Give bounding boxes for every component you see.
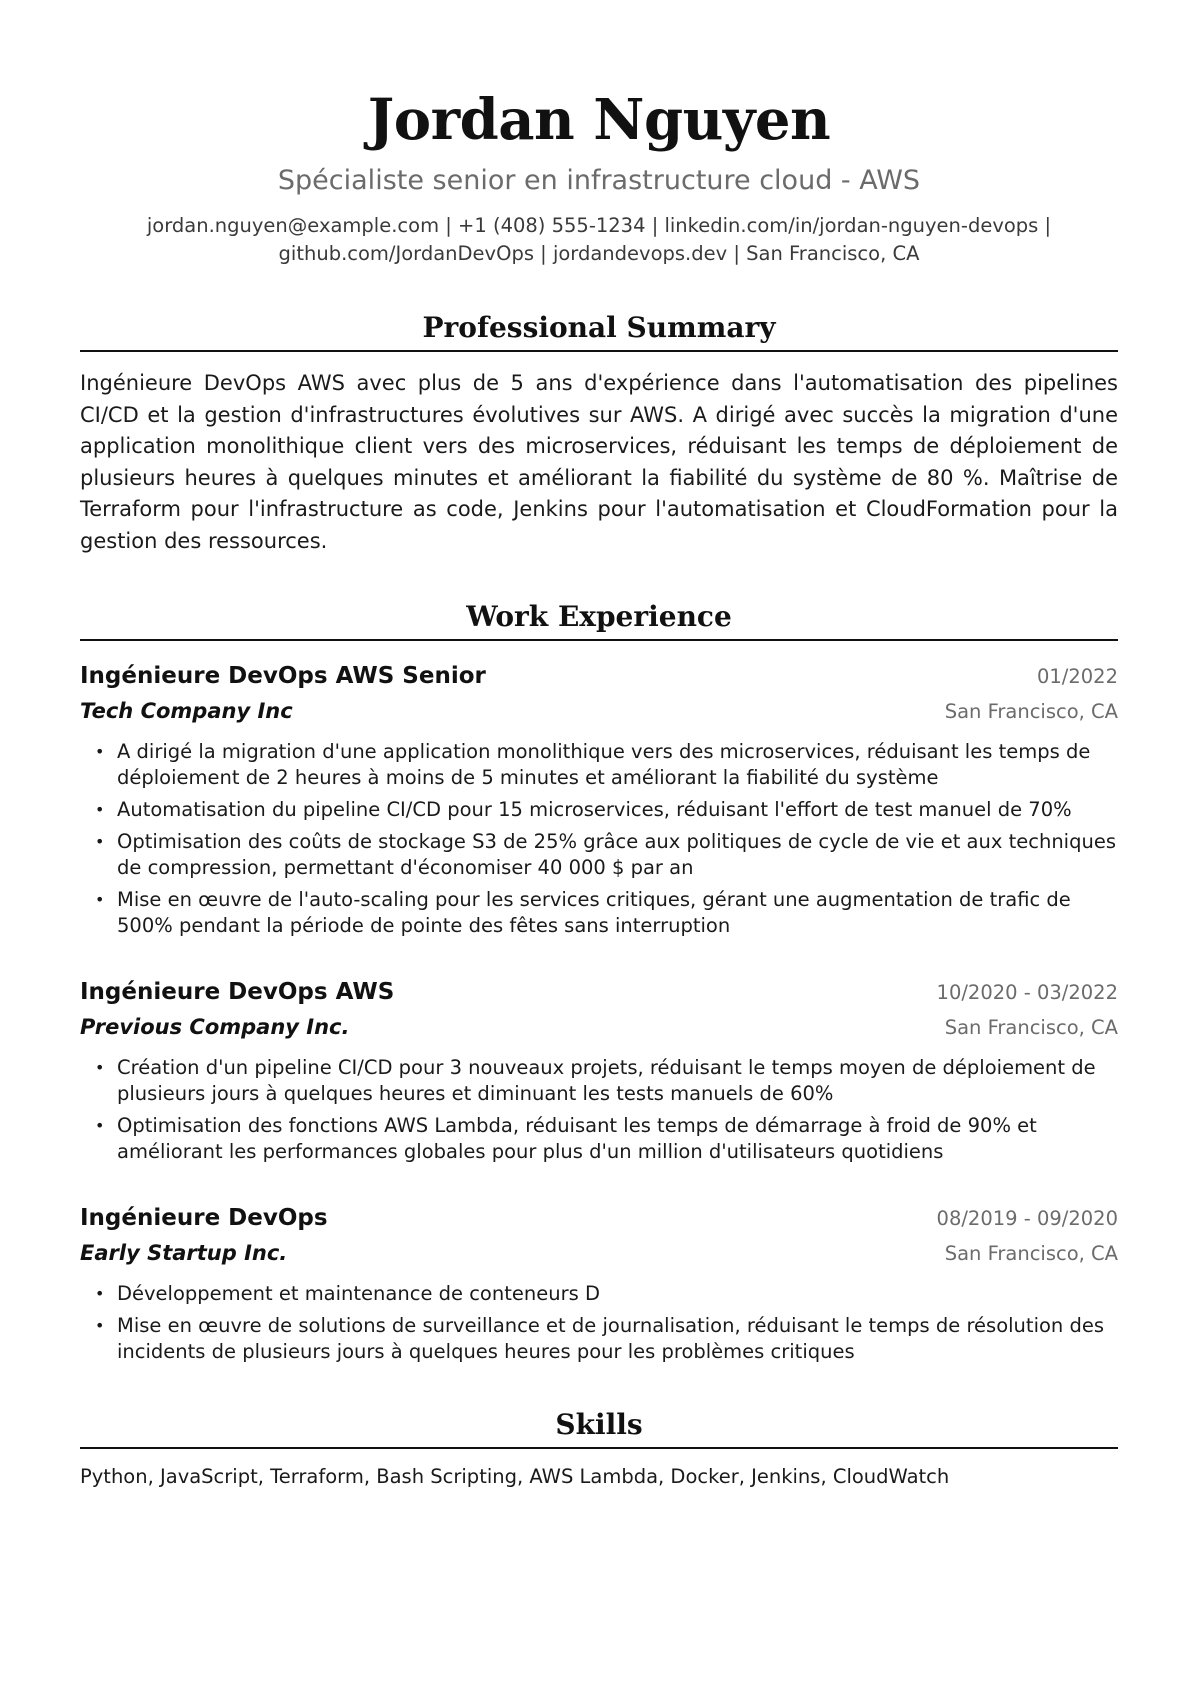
job-bullet — [80, 1313, 1118, 1365]
job-company-row — [80, 693, 1118, 729]
job-entry — [80, 659, 1118, 939]
job-bullet-list — [80, 1281, 1118, 1365]
job-title: Ingénieure DevOps — [80, 1205, 328, 1231]
job-date: 01/2022 — [1036, 665, 1118, 688]
job-bullet-text: Mise en œuvre de solutions de surveillance et de journalisation, réduisant le temps de résolution des incidents de plusieurs jours à quelques heures pour les problèmes critiques — [117, 1314, 1105, 1363]
job-bullet — [80, 887, 1118, 939]
contact-line-2: github.com/JordanDevOps | jordandevops.dev | San Francisco, CA — [278, 242, 920, 265]
candidate-name: Jordan Nguyen — [367, 87, 831, 153]
job-bullet-text: Optimisation des coûts de stockage S3 de 25% grâce aux politiques de cycle de vie et aux techniques de compression, permettant d'économiser 40 000 $ par an — [117, 830, 1116, 879]
job-header-row — [80, 1201, 1118, 1235]
job-header-row — [80, 975, 1118, 1009]
job-bullet — [80, 1113, 1118, 1165]
resume-page — [80, 0, 1118, 1491]
contact-line-1: jordan.nguyen@example.com | +1 (408) 555-1234 | linkedin.com/in/jordan-nguyen-devops | — [146, 214, 1052, 237]
skills-list: Python, JavaScript, Terraform, Bash Scripting, AWS Lambda, Docker, Jenkins, CloudWatch — [80, 1465, 950, 1488]
section-title-work-experience: Work Experience — [80, 597, 1118, 641]
job-company-row — [80, 1235, 1118, 1271]
job-company: Early Startup Inc. — [80, 1241, 288, 1265]
job-date: 08/2019 - 09/2020 — [936, 1207, 1118, 1230]
contact-info — [80, 212, 1118, 268]
job-date: 10/2020 - 03/2022 — [936, 981, 1118, 1004]
candidate-headline: Spécialiste senior en infrastructure cloud - AWS — [277, 165, 921, 196]
job-bullet-list — [80, 739, 1118, 939]
bullet-icon: • — [95, 800, 105, 819]
job-bullet-text: Automatisation du pipeline CI/CD pour 15 microservices, réduisant l'effort de test manuel de 70% — [117, 798, 1072, 821]
job-bullet — [80, 1055, 1118, 1107]
bullet-icon: • — [95, 1058, 105, 1077]
job-bullet-text: Mise en œuvre de l'auto-scaling pour les services critiques, gérant une augmentation de trafic de 500% pendant la période de pointe des fêtes sans interruption — [117, 888, 1071, 937]
bullet-icon: • — [95, 1316, 105, 1335]
summary-text: Ingénieure DevOps AWS avec plus de 5 ans d'expérience dans l'automatisation des pipelines CI/CD et la gestion d'infrastructures évolutives sur AWS. A dirigé avec succès la migration d'une application monolithique client vers des microservices, réduisant les temps de déploiement de plusieurs heures à quelques minutes et améliorant la fiabilité du système de 80 %. Maîtrise de Terraform pour l'infrastructure as code, Jenkins pour l'automatisation et CloudFormation pour la gestion des ressources. — [80, 371, 1118, 553]
job-title: Ingénieure DevOps AWS Senior — [80, 663, 486, 689]
job-bullet-text: A dirigé la migration d'une application monolithique vers des microservices, réduisant les temps de déploiement de 2 heures à moins de 5 minutes et améliorant la fiabilité du système — [117, 740, 1091, 789]
job-company-row — [80, 1009, 1118, 1045]
job-bullet — [80, 829, 1118, 881]
section-title-summary: Professional Summary — [80, 308, 1118, 352]
job-bullet-list — [80, 1055, 1118, 1165]
job-header-row — [80, 659, 1118, 693]
job-bullet — [80, 1281, 1118, 1307]
job-bullet-text: Développement et maintenance de conteneurs D — [117, 1282, 600, 1305]
job-bullet — [80, 797, 1118, 823]
bullet-icon: • — [95, 742, 105, 761]
job-company: Tech Company Inc — [80, 699, 293, 723]
job-location: San Francisco, CA — [944, 700, 1118, 723]
bullet-icon: • — [95, 832, 105, 851]
job-location: San Francisco, CA — [944, 1242, 1118, 1265]
job-entry — [80, 975, 1118, 1165]
bullet-icon: • — [95, 1284, 105, 1303]
bullet-icon: • — [95, 890, 105, 909]
job-location: San Francisco, CA — [944, 1016, 1118, 1039]
job-bullet — [80, 739, 1118, 791]
job-entry — [80, 1201, 1118, 1365]
bullet-icon: • — [95, 1116, 105, 1135]
job-bullet-text: Optimisation des fonctions AWS Lambda, réduisant les temps de démarrage à froid de 90% et améliorant les performances globales pour plus d'un million d'utilisateurs quotidiens — [117, 1114, 1037, 1163]
job-bullet-text: Création d'un pipeline CI/CD pour 3 nouveaux projets, réduisant le temps moyen de déploiement de plusieurs jours à quelques heures et diminuant les tests manuels de 60% — [117, 1056, 1096, 1105]
job-title: Ingénieure DevOps AWS — [80, 979, 395, 1005]
job-company: Previous Company Inc. — [80, 1015, 350, 1039]
section-title-skills: Skills — [80, 1405, 1118, 1449]
